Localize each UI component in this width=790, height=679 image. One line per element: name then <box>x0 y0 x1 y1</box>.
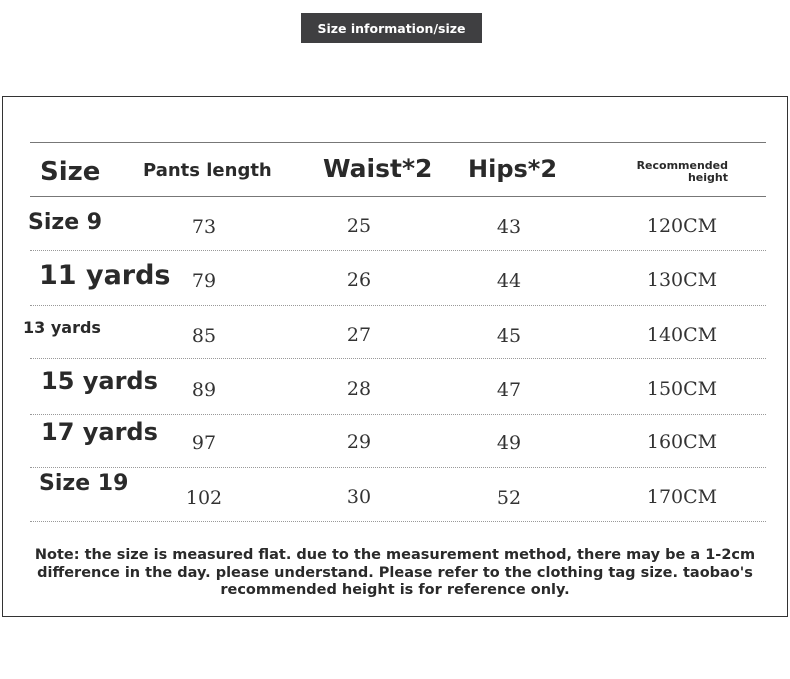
cell-recommended-height: 160CM <box>646 431 718 453</box>
row-size-label: Size 19 <box>39 471 129 496</box>
cell-hips: 49 <box>496 432 522 454</box>
cell-hips: 43 <box>496 216 522 238</box>
cell-waist: 26 <box>346 269 372 291</box>
cell-pants-length: 79 <box>191 270 217 292</box>
row-divider <box>30 305 766 306</box>
cell-hips: 52 <box>496 487 522 509</box>
header-hips: Hips*2 <box>468 155 558 183</box>
row-divider <box>30 358 766 359</box>
row-size-label: 13 yards <box>23 318 101 337</box>
row-divider <box>30 467 766 468</box>
cell-hips: 44 <box>496 270 522 292</box>
header-recommended-height: Recommended height <box>636 159 728 184</box>
cell-pants-length: 97 <box>191 432 217 454</box>
cell-pants-length: 85 <box>191 325 217 347</box>
table-bottom-rule <box>30 521 766 522</box>
cell-recommended-height: 120CM <box>646 215 718 237</box>
cell-hips: 47 <box>496 379 522 401</box>
row-divider <box>30 250 766 251</box>
row-size-label: 11 yards <box>39 260 171 291</box>
table-top-rule <box>30 142 766 143</box>
row-size-label: Size 9 <box>28 210 103 235</box>
cell-waist: 25 <box>346 215 372 237</box>
header-pants-length: Pants length <box>143 160 272 181</box>
cell-hips: 45 <box>496 325 522 347</box>
title-badge: Size information/size <box>301 13 482 43</box>
cell-pants-length: 73 <box>191 216 217 238</box>
cell-recommended-height: 140CM <box>646 324 718 346</box>
cell-waist: 27 <box>346 324 372 346</box>
cell-pants-length: 89 <box>191 379 217 401</box>
row-size-label: 15 yards <box>41 367 158 395</box>
header-bottom-rule <box>30 196 766 197</box>
cell-recommended-height: 150CM <box>646 378 718 400</box>
cell-recommended-height: 130CM <box>646 269 718 291</box>
cell-waist: 30 <box>346 486 372 508</box>
measurement-note: Note: the size is measured flat. due to the measurement method, there may be a 1-2cm difference in the day. please understand. Please refer to the clothing tag size. taobao's recommended height is for reference only. <box>34 547 756 598</box>
cell-pants-length: 102 <box>185 487 223 509</box>
cell-waist: 28 <box>346 378 372 400</box>
row-size-label: 17 yards <box>41 418 158 446</box>
cell-recommended-height: 170CM <box>646 486 718 508</box>
cell-waist: 29 <box>346 431 372 453</box>
row-divider <box>30 414 766 415</box>
header-size: Size <box>40 157 101 187</box>
header-waist: Waist*2 <box>323 154 433 183</box>
